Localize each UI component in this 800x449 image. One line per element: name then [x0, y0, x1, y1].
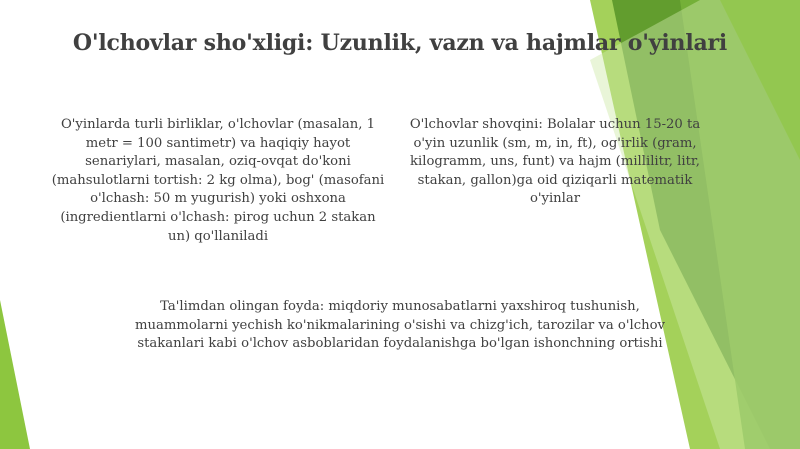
slide-title: O'lchovlar sho'xligi: Uzunlik, vazn va hajmlar o'yinlari [72, 30, 728, 56]
bottom-text-block: Ta'limdan olingan foyda: miqdoriy munosabatlarni yaxshiroq tushunish, muammolarni yechish ko'nikmalarining o'sishi va chizg'ich, tarozilar va o'lchov stakanlari kabi o'lchov asboblaridan foydalanishga bo'lgan ishonchning ortishi [135, 299, 665, 352]
left-green-shape [0, 300, 30, 449]
right-text-block: O'lchovlar shovqini: Bolalar uchun 15-20 ta o'yin uzunlik (sm, m, in, ft), og'irlik (gram, kilogramm, uns, funt) va hajm (millilitr, litr, stakan, gallon)ga oid qiziqarli matematik o'yinlar [409, 117, 701, 207]
left-text-block: O'yinlarda turli birliklar, o'lchovlar (masalan, 1 metr = 100 santimetr) va haqiqiy hayot senariylari, masalan, oziq-ovqat do'koni (mahsulotlarni tortish: 2 kg olma), bog' (masofani o'lchash: 50 m yugurish) yoki oshxona (ingredientlarni o'lchash: pirog uchun 2 stakan un) qo'llaniladi [51, 117, 385, 244]
